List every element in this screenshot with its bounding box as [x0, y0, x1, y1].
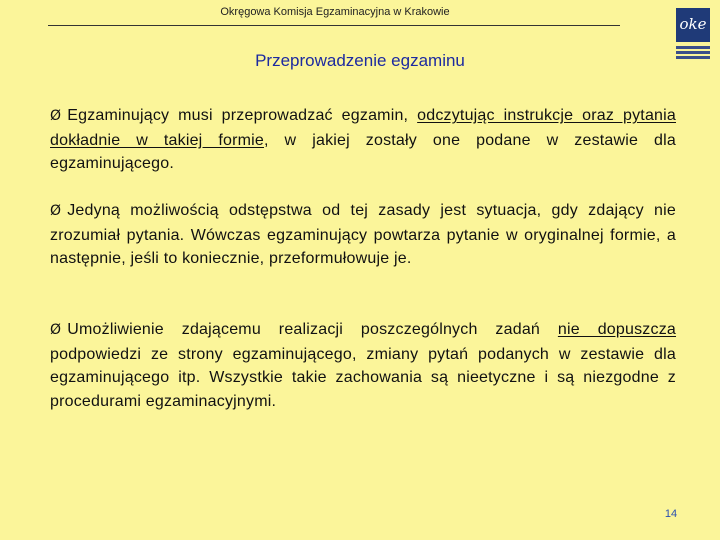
bullet-arrow-icon: Ø [50, 108, 62, 124]
paragraph-text: Umożliwienie zdającemu realizacji poszczególnych zadań [67, 321, 558, 338]
paragraph-1 [50, 104, 676, 176]
bullet-arrow-icon: Ø [50, 203, 62, 219]
paragraph-2 [50, 199, 676, 271]
page-number: 14 [664, 508, 678, 520]
paragraph-3 [50, 318, 676, 413]
header-organization: Okręgowa Komisja Egzaminacyjna w Krakowie [220, 6, 450, 18]
paragraph-text: , w jakiej zostały one podane w zestawie dla egzaminującego. [50, 131, 676, 172]
header-divider [48, 25, 620, 26]
underlined-text: odczytując instrukcje oraz pytania dokładnie w takiej formie [50, 107, 676, 149]
bullet-arrow-icon: Ø [50, 322, 62, 338]
paragraph-text: Egzaminujący musi przeprowadzać egzamin, [67, 107, 418, 124]
logo-mark: oke [679, 15, 707, 33]
logo-line [676, 46, 710, 49]
underlined-text: nie dopuszcza [557, 321, 677, 338]
slide-title: Przeprowadzenie egzaminu [255, 51, 465, 70]
paragraph-text: Jedyną możliwością odstępstwa od tej zasady jest sytuacja, gdy zdający nie zrozumiał pytania. Wówczas egzaminujący powtarza pytanie w oryginalnej formie, a następnie, jeśli to koniecznie, przeformułowuje je. [50, 202, 676, 267]
paragraph-text: podpowiedzi ze strony egzaminującego, zmiany pytań podanych w zestawie dla egzaminującego itp. Wszystkie takie zachowania są nieetyczne i są niezgodne z procedurami egzaminacyjnymi. [50, 345, 676, 410]
